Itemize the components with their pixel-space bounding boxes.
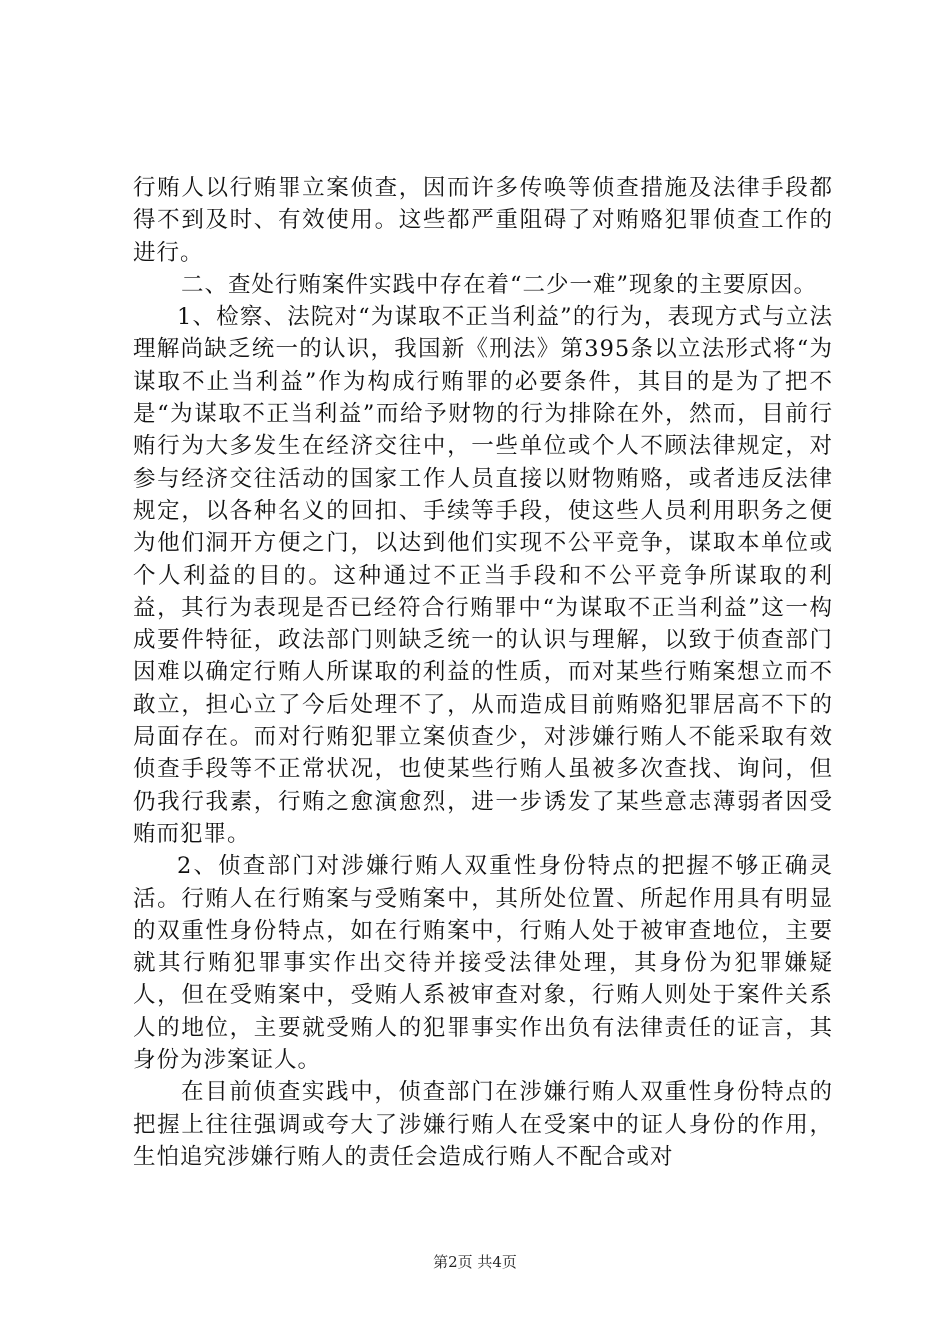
document-body bbox=[133, 172, 833, 1173]
paragraph-point-1: 1、检察、法院对“为谋取不正当利益”的行为，表现方式与立法理解尚缺乏统一的认识，我国新《刑法》第395条以立法形式将“为谋取不止当利益”作为构成行贿罪的必要条件，其目的是为了把不是“为谋取不正当利益”而给予财物的行为排除在外，然而，目前行贿行为大多发生在经济交往中，一些单位或个人不顾法律规定，对参与经济交往活动的国家工作人员直接以财物贿赂，或者违反法律规定，以各种名义的回扣、手续等手段，使这些人员利用职务之便为他们洞开方便之门，以达到他们实现不公平竞争，谋取本单位或个人利益的目的。这种通过不正当手段和不公平竞争所谋取的利益，其行为表现是否已经符合行贿罪中“为谋取不正当利益”这一构成要件特征，政法部门则缺乏统一的认识与理解，以致于侦查部门因难以确定行贿人所谋取的利益的性质，而对某些行贿案想立而不敢立，担心立了今后处理不了，从而造成目前贿赂犯罪居高不下的局面存在。而对行贿犯罪立案侦查少，对涉嫌行贿人不能采取有效侦查手段等不正常状况，也使某些行贿人虽被多次查找、询问，但仍我行我素，行贿之愈演愈烈，进一步诱发了某些意志薄弱者因受贿而犯罪。 bbox=[133, 304, 833, 847]
paragraph-point-2: 2、侦查部门对涉嫌行贿人双重性身份特点的把握不够正确灵活。行贿人在行贿案与受贿案中，其所处位置、所起作用具有明显的双重性身份特点，如在行贿案中，行贿人处于被审查地位，主要就其行贿犯罪事实作出交待并接受法律处理，其身份为犯罪嫌疑人，但在受贿案中，受贿人系被审查对象，行贿人则处于案件关系人的地位，主要就受贿人的犯罪事实作出负有法律责任的证言，其身份为涉案证人。 bbox=[133, 853, 833, 1074]
paragraph-continuation: 行贿人以行贿罪立案侦查，因而许多传唤等侦查措施及法律手段都得不到及时、有效使用。这些都严重阻碍了对贿赂犯罪侦查工作的进行。 bbox=[133, 175, 833, 266]
paragraph-section-heading: 二、查处行贿案件实践中存在着“二少一难”现象的主要原因。 bbox=[181, 271, 818, 298]
paragraph-practice: 在目前侦查实践中，侦查部门在涉嫌行贿人双重性身份特点的把握上往往强调或夸大了涉嫌行贿人在受案中的证人身份的作用，生怕追究涉嫌行贿人的责任会造成行贿人不配合或对 bbox=[133, 1079, 833, 1170]
page-number-footer: 第2页 共4页 bbox=[433, 1253, 517, 1271]
